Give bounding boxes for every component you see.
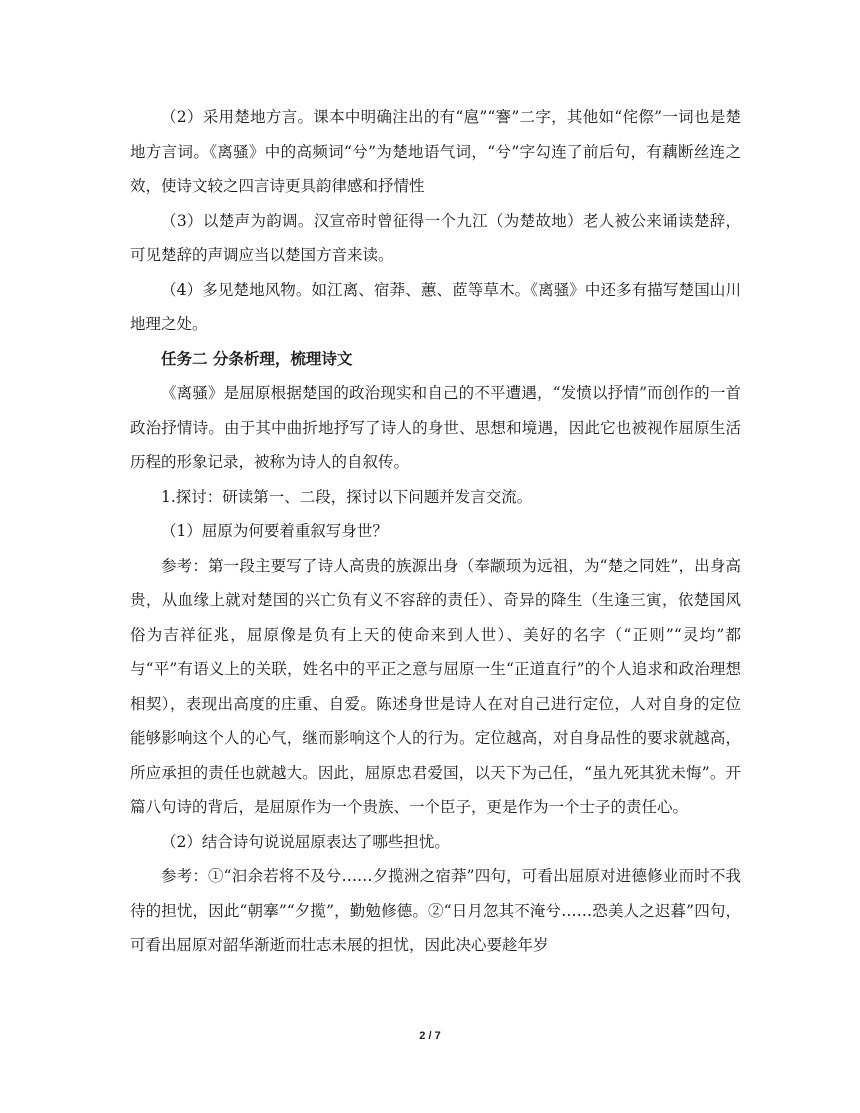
paragraph-scenery: （4）多见楚地风物。如江离、宿莽、蕙、茝等草木。《离骚》中还多有描写楚国山川地理之处。	[130, 280, 741, 333]
paragraph-question-1: （1）屈原为何要着重叙写身世？	[161, 522, 388, 540]
paragraph-discussion: 1.探讨：研读第一、二段，探讨以下问题并发言交流。	[161, 487, 533, 506]
paragraph-dialect: （2）采用楚地方言。课本中明确注出的有“扈”“謇”二字，其他如“侘傺”一词也是楚地方言词。《离骚》中的高频词“兮”为楚地语气词，“兮”字勾连了前后句，有藕断丝连之效，使诗文较之四言诗更具韵律感和抒情性	[130, 108, 741, 195]
page-number: 2 / 7	[419, 1030, 441, 1042]
paragraph-answer-2: 参考：①“汩余若将不及兮……夕揽洲之宿莽”四句，可看出屈原对进德修业而时不我待的担忧，因此“朝搴”“夕揽”，勤勉修德。②“日月忽其不淹兮……恐美人之迟暮”四句，可看出屈原对韶华渐逝而壮志未展的担忧，因此决心要趁年岁	[130, 867, 741, 954]
section-heading-task-two: 任务二 分条析理，梳理诗文	[161, 349, 353, 368]
paragraph-intro: 《离骚》是屈原根据楚国的政治现实和自己的不平遭遇，“发愤以抒情”而创作的一首政治抒情诗。由于其中曲折地抒写了诗人的身世、思想和境遇，因此它也被视作屈原生活历程的形象记录，被称为诗人的自叙传。	[130, 384, 741, 471]
page-body	[130, 100, 741, 963]
paragraph-rhyme: （3）以楚声为韵调。汉宣帝时曾征得一个九江（为楚故地）老人被公来诵读楚辞，可见楚辞的声调应当以楚国方音来读。	[130, 211, 741, 264]
paragraph-answer-1: 参考：第一段主要写了诗人高贵的族源出身（奉颛顼为远祖，为“楚之同姓”，出身高贵，从血缘上就对楚国的兴亡负有义不容辞的责任）、奇异的降生（生逢三寅，依楚国风俗为吉祥征兆，屈原像是负有上天的使命来到人世）、美好的名字（“正则”“灵均”都与“平”有语义上的关联，姓名中的平正之意与屈原一生“正道直行”的个人追求和政治理想相契），表现出高度的庄重、自爱。陈述身世是诗人在对自己进行定位，人对自身的定位能够影响这个人的心气，继而影响这个人的行为。定位越高，对自身品性的要求就越高，所应承担的责任也就越大。因此，屈原忠君爱国，以天下为己任，“虽九死其犹未悔”。开篇八句诗的背后，是屈原作为一个贵族、一个臣子，更是作为一个士子的责任心。	[130, 556, 741, 816]
paragraph-question-2: （2）结合诗句说说屈原表达了哪些担忧。	[161, 832, 450, 851]
